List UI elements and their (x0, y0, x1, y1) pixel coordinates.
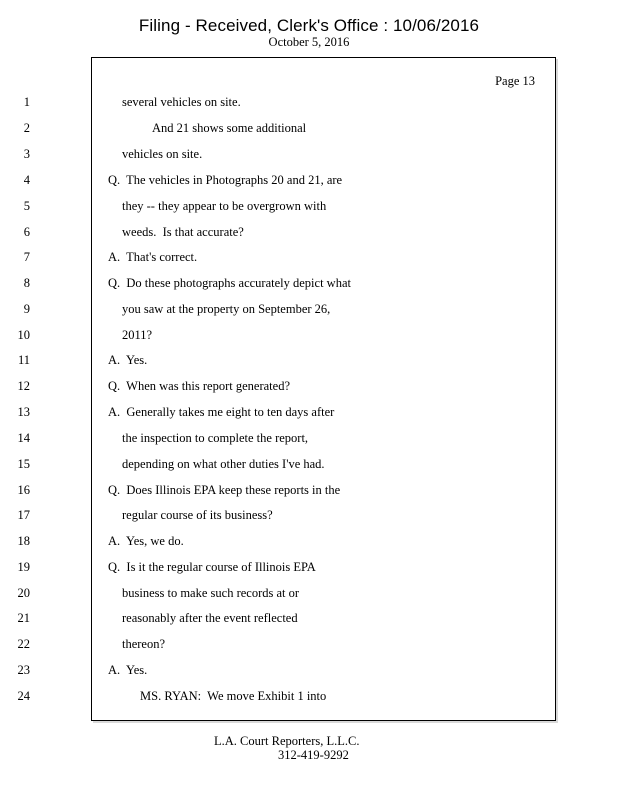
line-text: regular course of its business? (122, 508, 273, 522)
line-number: 5 (23, 199, 30, 213)
footer-phone: 312-419-9292 (278, 748, 349, 762)
line-text: A. Yes. (108, 663, 148, 677)
line-text: And 21 shows some additional (152, 121, 307, 135)
line-number: 1 (23, 95, 30, 109)
line-text: depending on what other duties I've had. (122, 457, 325, 471)
line-text: Q. Does Illinois EPA keep these reports in the (108, 483, 341, 497)
filing-stamp: Filing - Received, Clerk's Office : 10/06/2016 (138, 16, 480, 35)
line-text: Q. Do these photographs accurately depict what (108, 276, 351, 290)
line-number: 18 (17, 534, 30, 548)
line-text: Q. The vehicles in Photographs 20 and 21, are (108, 173, 343, 187)
line-number: 8 (23, 276, 30, 290)
line-text: Q. When was this report generated? (108, 379, 290, 393)
line-number: 10 (17, 328, 30, 342)
line-number: 7 (23, 250, 30, 264)
line-number: 22 (17, 637, 30, 651)
line-text: business to make such records at or (122, 586, 300, 600)
line-number: 20 (17, 586, 30, 600)
line-number: 15 (17, 457, 30, 471)
line-text: thereon? (122, 637, 166, 651)
line-text: several vehicles on site. (122, 95, 241, 109)
line-text: Q. Is it the regular course of Illinois EPA (108, 560, 316, 574)
line-number: 19 (17, 560, 30, 574)
line-number: 2 (23, 121, 30, 135)
line-number: 24 (17, 689, 30, 703)
footer-company: L.A. Court Reporters, L.L.C. (214, 734, 360, 748)
line-number: 6 (23, 225, 30, 239)
line-text: MS. RYAN: We move Exhibit 1 into (140, 689, 327, 703)
line-number: 17 (17, 508, 30, 522)
line-number: 11 (17, 353, 30, 367)
line-text: weeds. Is that accurate? (122, 225, 244, 239)
line-text: A. Generally takes me eight to ten days after (108, 405, 335, 419)
line-text: A. That's correct. (108, 250, 198, 264)
line-number: 23 (17, 663, 30, 677)
line-text: A. Yes. (108, 353, 148, 367)
line-text: A. Yes, we do. (108, 534, 184, 548)
line-number: 14 (17, 431, 30, 445)
line-number: 3 (23, 147, 30, 161)
line-text: reasonably after the event reflected (122, 611, 298, 625)
line-number: 4 (23, 173, 30, 187)
line-text: you saw at the property on September 26, (122, 302, 331, 316)
line-number: 21 (17, 611, 30, 625)
line-number: 13 (17, 405, 30, 419)
line-number: 12 (17, 379, 30, 393)
line-number: 16 (17, 483, 30, 497)
transcript-date: October 5, 2016 (268, 35, 350, 49)
line-text: vehicles on site. (122, 147, 203, 161)
line-text: the inspection to complete the report, (122, 431, 309, 445)
line-text: 2011? (122, 328, 153, 342)
line-text: they -- they appear to be overgrown with (122, 199, 327, 213)
line-number: 9 (23, 302, 30, 316)
page-number: Page 13 (495, 74, 535, 88)
